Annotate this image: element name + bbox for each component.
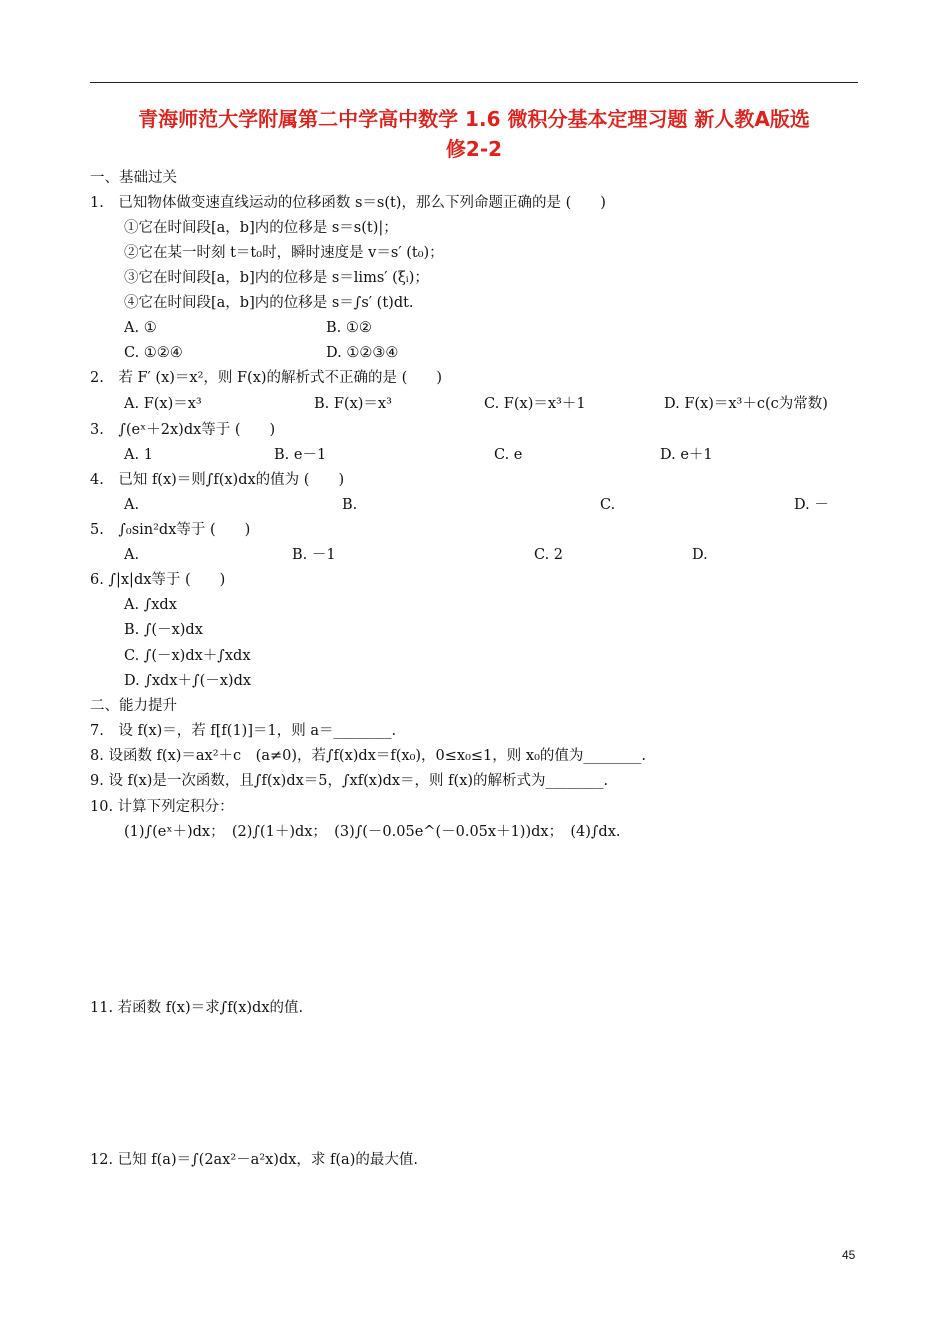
q4-option-c: C. [600, 497, 616, 513]
q5-option-c: C. 2 [534, 547, 564, 563]
q10-parts: (1)∫(eˣ＋)dx； (2)∫(1＋)dx； (3)∫(－0.05e^(－0.05x＋1))dx； (4)∫dx. [124, 824, 621, 840]
page-number: 45 [842, 1248, 856, 1262]
q9: 9. 设 f(x)是一次函数，且∫f(x)dx＝5，∫xf(x)dx＝，则 f(x)的解析式为________. [90, 773, 609, 789]
q6-option-c: C. ∫(－x)dx＋∫xdx [124, 648, 251, 664]
q8: 8. 设函数 f(x)＝ax²＋c (a≠0)，若∫f(x)dx＝f(x₀)，0≤x₀≤1，则 x₀的值为________. [90, 748, 646, 764]
q2-option-c: C. F(x)＝x³＋1 [484, 396, 586, 412]
q3-option-b: B. e－1 [274, 447, 327, 463]
q2-option-a: A. F(x)＝x³ [124, 396, 202, 412]
q3-option-a: A. 1 [124, 447, 153, 463]
section-basic: 一、基础过关 [90, 170, 177, 186]
q1-statement-4: ④它在时间段[a，b]内的位移是 s＝∫s′ (t)dt. [124, 295, 414, 311]
q6-option-a: A. ∫xdx [124, 597, 177, 613]
q10-stem: 10. 计算下列定积分： [90, 799, 234, 815]
q7: 7. 设 f(x)＝，若 f[f(1)]＝1，则 a＝________. [90, 723, 397, 739]
q12: 12. 已知 f(a)＝∫(2ax²－a²x)dx，求 f(a)的最大值. [90, 1152, 418, 1168]
q1-statement-3: ③它在时间段[a，b]内的位移是 s＝lims′ (ξᵢ)； [124, 270, 429, 286]
section-advanced: 二、能力提升 [90, 698, 177, 714]
q1-option-a: A. ① [124, 320, 157, 336]
q6-option-b: B. ∫(－x)dx [124, 622, 203, 638]
q1-statement-1: ①它在时间段[a，b]内的位移是 s＝s(t)|； [124, 220, 398, 236]
q6-stem: 6. ∫|x|dx等于 ( ) [90, 572, 226, 588]
q5-option-b: B. －1 [292, 547, 336, 563]
q1-statement-2: ②它在某一时刻 t＝t₀时，瞬时速度是 v＝s′ (t₀)； [124, 245, 444, 261]
q2-option-b: B. F(x)＝x³ [314, 396, 392, 412]
q5-option-d: D. [692, 547, 708, 563]
q1-option-d: D. ①②③④ [326, 345, 399, 361]
q4-option-a: A. [124, 497, 140, 513]
q2-option-d: D. F(x)＝x³＋c(c为常数) [664, 396, 828, 412]
q1-option-b: B. ①② [326, 320, 372, 336]
q4-option-b: B. [342, 497, 358, 513]
q1-option-c: C. ①②④ [124, 345, 183, 361]
q6-option-d: D. ∫xdx＋∫(－x)dx [124, 673, 252, 689]
q2-stem: 2. 若 F′ (x)＝x²，则 F(x)的解析式不正确的是 ( ) [90, 370, 442, 386]
doc-title-line2: 修2-2 [445, 137, 503, 161]
q5-option-a: A. [124, 547, 140, 563]
q5-stem: 5. ∫₀sin²dx等于 ( ) [90, 522, 251, 538]
q4-option-d: D. － [794, 497, 829, 513]
q4-stem: 4. 已知 f(x)＝则∫f(x)dx的值为 ( ) [90, 472, 345, 488]
q3-option-d: D. e＋1 [660, 447, 713, 463]
top-rule [90, 82, 858, 83]
q3-option-c: C. e [494, 447, 523, 463]
q1-stem: 1. 已知物体做变速直线运动的位移函数 s＝s(t)，那么下列命题正确的是 ( ) [90, 195, 606, 211]
q11: 11. 若函数 f(x)＝求∫f(x)dx的值. [90, 1000, 304, 1016]
q3-stem: 3. ∫(eˣ＋2x)dx等于 ( ) [90, 422, 276, 438]
doc-title-line1: 青海师范大学附属第二中学高中数学 1.6 微积分基本定理习题 新人教A版选 [138, 107, 810, 131]
